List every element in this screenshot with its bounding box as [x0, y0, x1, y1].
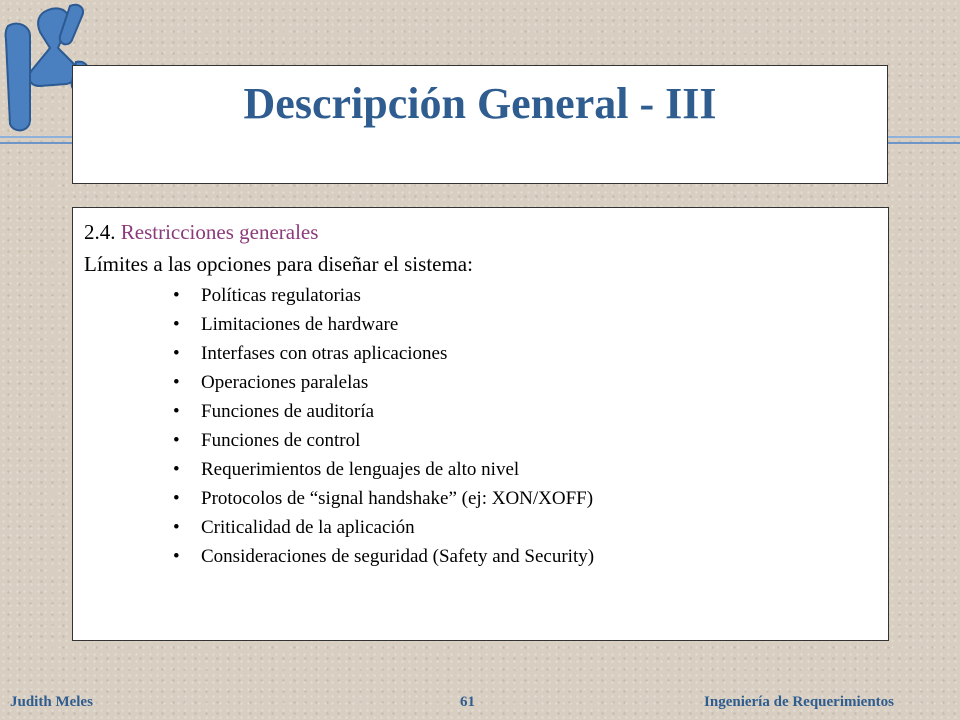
list-item-text: Políticas regulatorias	[201, 285, 361, 306]
list-item	[173, 397, 594, 426]
list-item	[173, 455, 594, 484]
list-item-text: Consideraciones de seguridad (Safety and Security)	[201, 546, 595, 567]
list-item-text: Interfases con otras aplicaciones	[201, 343, 448, 364]
list-item	[173, 542, 594, 571]
bullet-icon: •	[173, 314, 180, 335]
footer-author: Judith Meles	[10, 694, 93, 710]
bullet-icon: •	[173, 343, 180, 364]
bullet-icon: •	[173, 459, 180, 480]
section-title: Restricciones generales	[120, 220, 319, 244]
bullet-icon: •	[173, 430, 180, 451]
list-item	[173, 310, 594, 339]
bullet-icon: •	[173, 372, 180, 393]
list-item-text: Limitaciones de hardware	[201, 314, 399, 335]
list-item-text: Requerimientos de lenguajes de alto nivel	[201, 459, 520, 480]
section-heading	[84, 220, 318, 245]
slide-title: Descripción General - III	[243, 79, 717, 128]
bullet-icon: •	[173, 517, 180, 538]
intro-text: Límites a las opciones para diseñar el sistema:	[84, 252, 473, 276]
footer-page-number: 61	[460, 694, 475, 710]
list-item	[173, 426, 594, 455]
footer-course: Ingeniería de Requerimientos	[704, 694, 894, 710]
list-item-text: Funciones de auditoría	[201, 401, 375, 422]
list-item	[173, 339, 594, 368]
list-item	[173, 281, 594, 310]
section-number: 2.4.	[84, 220, 121, 244]
list-item	[173, 513, 594, 542]
bullet-icon: •	[173, 546, 180, 567]
list-item-text: Operaciones paralelas	[201, 372, 369, 393]
list-item-text: Funciones de control	[201, 430, 361, 451]
list-item-text: Protocolos de “signal handshake” (ej: XON/XOFF)	[201, 488, 594, 509]
list-item	[173, 484, 594, 513]
title-box	[72, 65, 888, 184]
list-item-text: Criticalidad de la aplicación	[201, 517, 415, 538]
bullet-icon: •	[173, 488, 180, 509]
restrictions-list	[173, 281, 594, 571]
bullet-icon: •	[173, 285, 180, 306]
list-item	[173, 368, 594, 397]
content-box	[72, 207, 889, 641]
bullet-icon: •	[173, 401, 180, 422]
